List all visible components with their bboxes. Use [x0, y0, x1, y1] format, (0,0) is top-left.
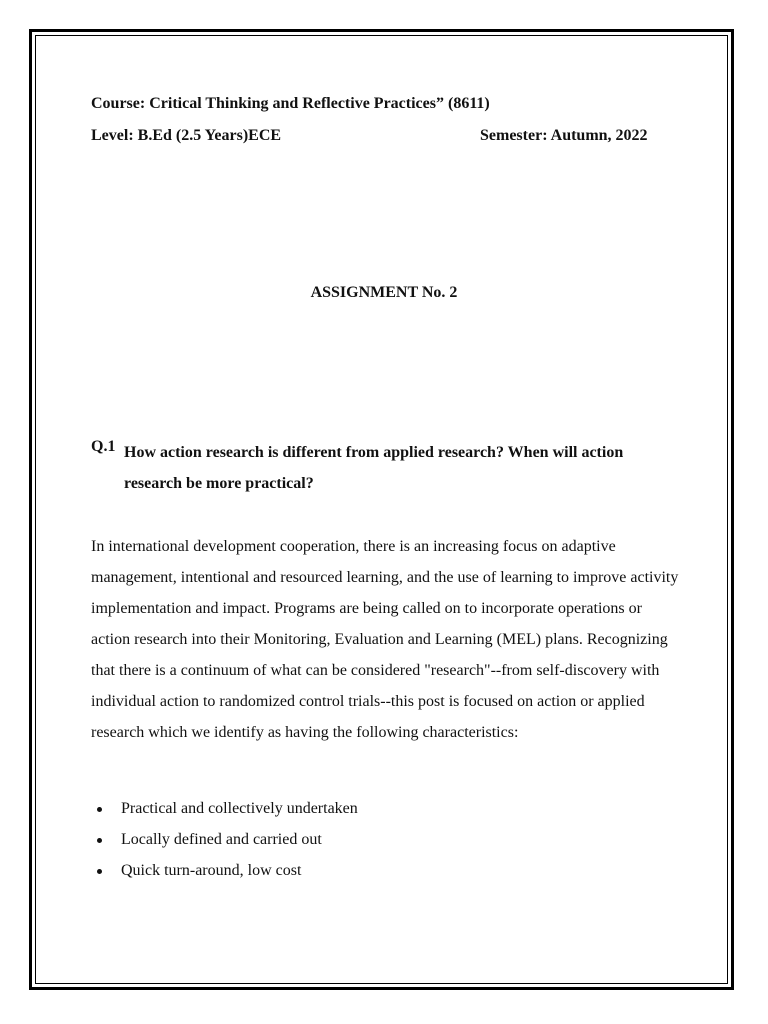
- list-item: [91, 860, 358, 891]
- list-item-text: Locally defined and carried out: [121, 831, 322, 848]
- bullet-icon: [97, 807, 102, 812]
- answer-paragraph: In international development cooperation, there is an increasing focus on adaptive management, intentional and resourced learning, and the use of learning to improve activity implementation and impact. Programs are being called on to incorporate operations or action research into their Monitoring, Evaluation and Learning (MEL) plans. Recognizing that there is a continuum of what can be considered "research"--from self-discovery with individual action to randomized control trials--this post is focused on action or applied research which we identify as having the following characteristics:: [91, 538, 679, 741]
- list-item: [91, 829, 358, 860]
- question-number: Q.1: [91, 438, 116, 455]
- list-item-text: Practical and collectively undertaken: [121, 800, 358, 817]
- list-item: [91, 798, 358, 829]
- level-heading: Level: B.Ed (2.5 Years)ECE: [91, 127, 282, 144]
- question-text: How action research is different from applied research? When will action research be more practical?: [124, 444, 624, 492]
- characteristics-list: [91, 798, 358, 891]
- bullet-icon: [97, 838, 102, 843]
- assignment-title: ASSIGNMENT No. 2: [310, 284, 458, 301]
- semester-heading: Semester: Autumn, 2022: [480, 127, 648, 144]
- course-heading: Course: Critical Thinking and Reflective Practices” (8611): [91, 95, 490, 112]
- list-item-text: Quick turn-around, low cost: [121, 862, 302, 879]
- bullet-icon: [97, 869, 102, 874]
